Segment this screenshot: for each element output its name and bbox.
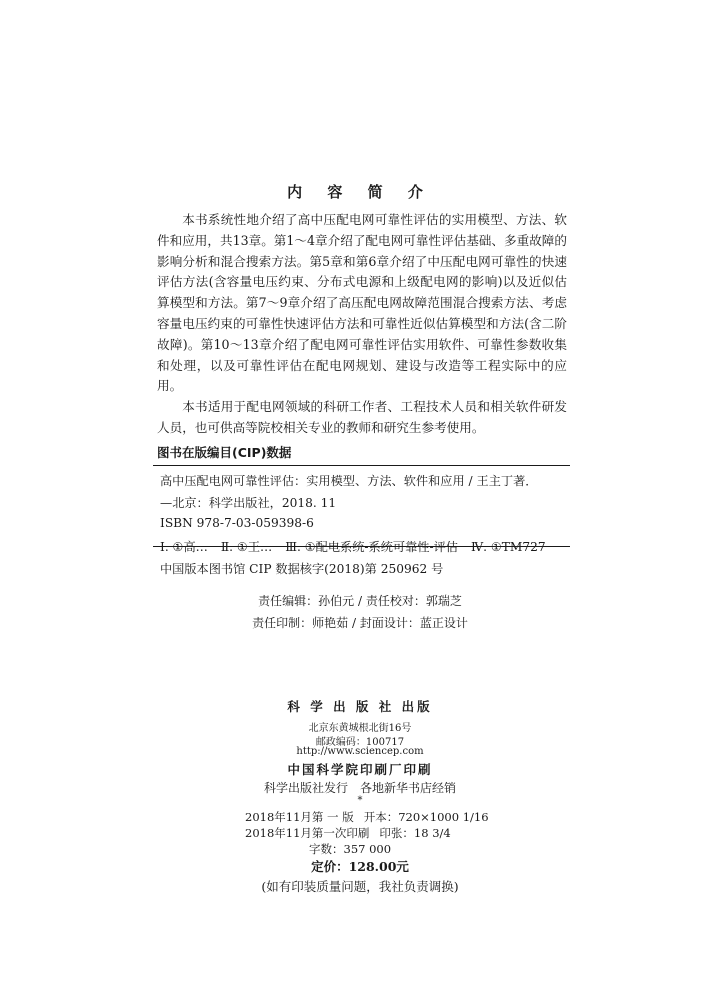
format: 开本：720×1000 1/16 (363, 810, 489, 824)
editors-line-1: 责任编辑：孙伯元 / 责任校对：郭瑞芝 (258, 594, 462, 608)
distributor: 科学出版社发行 (263, 781, 348, 795)
cip-heading: 图书在版编目(CIP)数据 (157, 445, 292, 460)
summary-paragraph: 本书系统性地介绍了高中压配电网可靠性评估的实用模型、方法、软件和应用，共13章。第1～4章介绍了配电网可靠性评估基础、多重故障的影响分析和混合搜索方法。第5章和第6章介绍了中压配电网可靠性的快速评估方法(含容量电压约束、分布式电源和上级配电网的影响)以及近似估算模型和方法。第7～9章介绍了高压配电网故障范围混合搜索方法、考虑容量电压约束的可靠性快速评估方法和可靠性近似估算模型和方法(含二阶故障)。第10～13章介绍了配电网可靠性评估实用软件、可靠性参数收集和处理，以及可靠性评估在配电网规划、建设与改造等工程实际中的应用。 (157, 212, 567, 394)
edition: 2018年11月第 一 版 (245, 810, 354, 824)
summary-paragraph: 本书适用于配电网领域的科研工作者、工程技术人员和相关软件研发人员，也可供高等院校相关专业的教师和研究生参考使用。 (157, 399, 567, 435)
publisher-name: 科 学 出 版 社 出版 (287, 699, 433, 714)
seller: 各地新华书店经销 (360, 781, 457, 795)
distribution-line (0, 779, 720, 796)
sheets: 印张：18 3/4 (379, 826, 451, 840)
summary-heading: 内 容 简 介 (287, 183, 433, 201)
cip-bottom-rule (153, 546, 570, 547)
editors-line-2: 责任印制：师艳茹 / 封面设计：蓝正设计 (252, 616, 468, 630)
price: 定价：128.00元 (311, 859, 409, 874)
quality-note: (如有印装质量问题，我社负责调换) (261, 879, 459, 894)
word-count: 字数：357 000 (309, 842, 392, 856)
cip-class-1: Ⅰ. ①高… (160, 540, 208, 554)
printing: 2018年11月第一次印刷 (245, 826, 370, 840)
separator-star: * (357, 795, 363, 806)
cip-isbn: ISBN 978-7-03-059398-6 (160, 516, 314, 530)
printing-line (245, 825, 451, 841)
cip-top-rule (153, 465, 570, 466)
cip-class-3: Ⅲ. ①配电系统-系统可靠性-评估 (285, 540, 458, 554)
cip-number: 中国版本图书馆 CIP 数据核字(2018)第 250962 号 (160, 562, 444, 576)
printer-name: 中国科学院印刷厂印刷 (287, 762, 433, 777)
publisher-address: 北京东黄城根北街16号 (308, 723, 412, 734)
summary-body (157, 210, 567, 439)
publisher-postcode: 邮政编码：100717 (315, 737, 405, 748)
cip-title-line: 高中压配电网可靠性评估：实用模型、方法、软件和应用 / 王主丁著． (160, 474, 538, 488)
cip-publisher-line: —北京：科学出版社，2018. 11 (160, 496, 337, 510)
cip-class-2: Ⅱ. ①王… (220, 540, 273, 554)
cip-class-4: Ⅳ. ①TM727 (470, 540, 546, 554)
publisher-website: http://www.sciencep.com (296, 746, 424, 757)
edition-line (245, 809, 489, 825)
